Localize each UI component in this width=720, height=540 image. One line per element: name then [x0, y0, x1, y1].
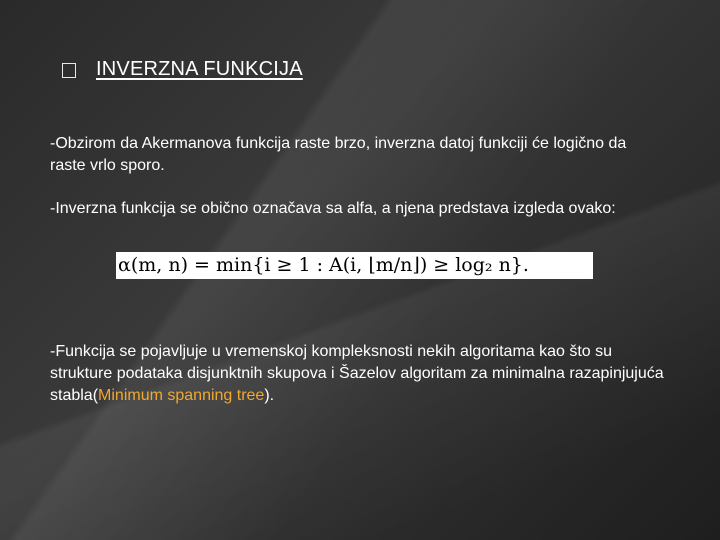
- paragraph-notation: -Inverzna funkcija se obično označava sa alfa, a njena predstava izgleda ovako:: [50, 200, 616, 217]
- paragraph-intro: -Obzirom da Akermanova funkcija raste brzo, inverzna datoj funkciji će logično da raste vrlo sporo.: [50, 135, 627, 174]
- slide-title-row: [62, 58, 303, 81]
- slide-title: INVERZNA FUNKCIJA: [96, 58, 303, 80]
- paragraph-applications-end: ).: [264, 387, 275, 404]
- paragraph-applications: [50, 341, 670, 407]
- formula-image: [116, 252, 593, 279]
- square-bullet-icon: [62, 63, 76, 78]
- highlight-term: Minimum spanning tree: [98, 387, 265, 404]
- formula-text: α(m, n) = min{i ≥ 1 : A(i, ⌊m/n⌋) ≥ log₂ n}.: [118, 254, 529, 276]
- paragraph-applications-text: -Funkcija se pojavljuje u vremenskoj kompleksnosti nekih algoritama kao što su strukture podataka disjunktnih skupova i Šazelov algoritam za minimalna razapinjujuća stabla(: [50, 343, 664, 404]
